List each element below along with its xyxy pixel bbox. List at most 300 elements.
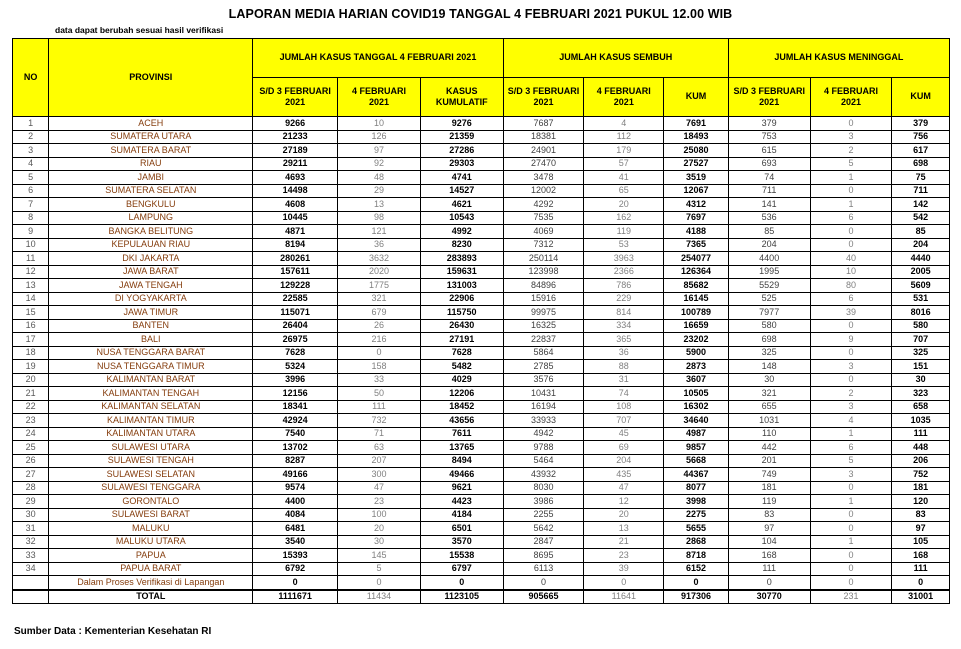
cell-value: 7365	[664, 238, 729, 252]
header-no: NO	[13, 39, 49, 117]
cell-value: 580	[892, 319, 950, 333]
cell-no: 26	[13, 454, 49, 468]
cell-value: 22906	[420, 292, 503, 306]
cell-no: 30	[13, 508, 49, 522]
table-row	[13, 319, 950, 333]
cell-no: 28	[13, 481, 49, 495]
table-body	[13, 117, 950, 604]
cell-value: 4312	[664, 198, 729, 212]
cell-value: 108	[584, 400, 664, 414]
cell-value: 0	[810, 346, 892, 360]
table-row	[13, 508, 950, 522]
cell-value: 16325	[503, 319, 584, 333]
cell-value: 334	[584, 319, 664, 333]
cell-value: 0	[810, 117, 892, 131]
cell-value: 2275	[664, 508, 729, 522]
header-sembuh-harian: 4 FEBRUARI 2021	[584, 78, 664, 117]
cell-value: 204	[728, 238, 810, 252]
cell-value: 698	[728, 333, 810, 347]
cell-no: 14	[13, 292, 49, 306]
cell-value: 525	[728, 292, 810, 306]
cell-value: 75	[892, 171, 950, 185]
cell-value: 13	[338, 198, 421, 212]
cell-value: 41	[584, 171, 664, 185]
cell-value: 85	[892, 225, 950, 239]
cell-value: 5900	[664, 346, 729, 360]
cell-value: 13765	[420, 441, 503, 455]
cell-value: 4987	[664, 427, 729, 441]
cell-value: 40	[810, 252, 892, 266]
cell-no: 13	[13, 279, 49, 293]
cell-value: 4	[584, 117, 664, 131]
cell-value: 204	[892, 238, 950, 252]
cell-value: 26975	[253, 333, 338, 347]
cell-value: 39	[810, 306, 892, 320]
cell-no: 4	[13, 157, 49, 171]
source-note: Sumber Data : Kementerian Kesehatan RI	[14, 626, 212, 637]
cell-value: 0	[420, 576, 503, 590]
cell-value: 111	[728, 562, 810, 576]
cell-value: 20	[584, 508, 664, 522]
cell-value: 7535	[503, 211, 584, 225]
cell-value: 1031	[728, 414, 810, 428]
cell-value: 8718	[664, 549, 729, 563]
cell-value: 21233	[253, 130, 338, 144]
cell-value: 21359	[420, 130, 503, 144]
cell-value: 749	[728, 468, 810, 482]
table-row	[13, 184, 950, 198]
cell-value: 145	[338, 549, 421, 563]
cell-value: 3	[810, 130, 892, 144]
cell-value: 12156	[253, 387, 338, 401]
cell-value: 71	[338, 427, 421, 441]
cell-value: 8494	[420, 454, 503, 468]
table-row	[13, 481, 950, 495]
cell-value: 129228	[253, 279, 338, 293]
cell-no: 32	[13, 535, 49, 549]
cell-no: 3	[13, 144, 49, 158]
table-row	[13, 130, 950, 144]
cell-value: 20	[338, 522, 421, 536]
cell-value: 97	[728, 522, 810, 536]
cell-value: 8695	[503, 549, 584, 563]
cell-value: 2873	[664, 360, 729, 374]
cell-value: 43656	[420, 414, 503, 428]
header-meninggal-harian: 4 FEBRUARI 2021	[810, 78, 892, 117]
cell-value: 2	[810, 387, 892, 401]
cell-value: 25080	[664, 144, 729, 158]
cell-no: 5	[13, 171, 49, 185]
cell-province: PAPUA	[49, 549, 253, 563]
cell-value: 655	[728, 400, 810, 414]
cell-value: 280261	[253, 252, 338, 266]
cell-no: 18	[13, 346, 49, 360]
cell-value: 168	[892, 549, 950, 563]
cell-value: 732	[338, 414, 421, 428]
cell-value: 0	[253, 576, 338, 590]
cell-value: 7687	[503, 117, 584, 131]
cell-province: Dalam Proses Verifikasi di Lapangan	[49, 576, 253, 590]
cell-value: 679	[338, 306, 421, 320]
cell-province: MALUKU	[49, 522, 253, 536]
cell-value: 6481	[253, 522, 338, 536]
cell-value: 0	[810, 225, 892, 239]
cell-value: 141	[728, 198, 810, 212]
cell-value: 5668	[664, 454, 729, 468]
cell-no: 34	[13, 562, 49, 576]
cell-no: 9	[13, 225, 49, 239]
cell-province: SULAWESI BARAT	[49, 508, 253, 522]
cell-value: 814	[584, 306, 664, 320]
cell-value: 0	[810, 319, 892, 333]
cell-value: 18341	[253, 400, 338, 414]
cell-province: SUMATERA BARAT	[49, 144, 253, 158]
cell-province: NUSA TENGGARA TIMUR	[49, 360, 253, 374]
cell-total-value: 1111671	[253, 590, 338, 604]
cell-value: 206	[892, 454, 950, 468]
cell-province: SULAWESI SELATAN	[49, 468, 253, 482]
cell-value: 22585	[253, 292, 338, 306]
cell-total-value: 917306	[664, 590, 729, 604]
cell-value: 74	[728, 171, 810, 185]
cell-value: 10431	[503, 387, 584, 401]
cell-value: 12067	[664, 184, 729, 198]
cell-value: 84896	[503, 279, 584, 293]
cell-value: 45	[584, 427, 664, 441]
cell-province: SULAWESI TENGGARA	[49, 481, 253, 495]
cell-value: 3607	[664, 373, 729, 387]
cell-no: 11	[13, 252, 49, 266]
table-row	[13, 387, 950, 401]
cell-value: 5529	[728, 279, 810, 293]
table-row	[13, 171, 950, 185]
cell-value: 18493	[664, 130, 729, 144]
cell-value: 6501	[420, 522, 503, 536]
header-kasus-kumulatif: KASUS KUMULATIF	[420, 78, 503, 117]
cell-value: 5464	[503, 454, 584, 468]
cell-no: 12	[13, 265, 49, 279]
cell-value: 3519	[664, 171, 729, 185]
cell-value: 151	[892, 360, 950, 374]
cell-value: 21	[584, 535, 664, 549]
cell-value: 121	[338, 225, 421, 239]
cell-value: 229	[584, 292, 664, 306]
cell-value: 707	[892, 333, 950, 347]
cell-value: 4084	[253, 508, 338, 522]
cell-province: SULAWESI TENGAH	[49, 454, 253, 468]
cell-value: 6	[810, 211, 892, 225]
cell-value: 448	[892, 441, 950, 455]
cell-value: 1	[810, 198, 892, 212]
table-row	[13, 306, 950, 320]
cell-value: 162	[584, 211, 664, 225]
cell-value: 4608	[253, 198, 338, 212]
cell-value: 49466	[420, 468, 503, 482]
covid-report-table	[12, 38, 950, 604]
cell-value: 0	[810, 508, 892, 522]
cell-value: 7691	[664, 117, 729, 131]
table-row	[13, 522, 950, 536]
header-sembuh-kum: KUM	[664, 78, 729, 117]
cell-value: 26430	[420, 319, 503, 333]
cell-no: 23	[13, 414, 49, 428]
cell-value: 65	[584, 184, 664, 198]
cell-value: 5609	[892, 279, 950, 293]
cell-value: 4	[810, 414, 892, 428]
cell-value: 711	[728, 184, 810, 198]
cell-value: 9	[810, 333, 892, 347]
cell-value: 0	[810, 238, 892, 252]
cell-no: 6	[13, 184, 49, 198]
cell-value: 1775	[338, 279, 421, 293]
cell-value: 43932	[503, 468, 584, 482]
cell-value: 23	[338, 495, 421, 509]
table-row	[13, 157, 950, 171]
cell-value: 7628	[253, 346, 338, 360]
table-row	[13, 535, 950, 549]
cell-value: 115071	[253, 306, 338, 320]
cell-value: 0	[810, 184, 892, 198]
cell-value: 18452	[420, 400, 503, 414]
table-row	[13, 576, 950, 590]
table-row	[13, 441, 950, 455]
cell-value: 126364	[664, 265, 729, 279]
cell-value: 111	[892, 562, 950, 576]
table-row	[13, 549, 950, 563]
table-row	[13, 373, 950, 387]
cell-province: GORONTALO	[49, 495, 253, 509]
header-meninggal-sd: S/D 3 FEBRUARI 2021	[728, 78, 810, 117]
cell-province: DKI JAKARTA	[49, 252, 253, 266]
cell-province: KALIMANTAN SELATAN	[49, 400, 253, 414]
cell-value: 12002	[503, 184, 584, 198]
cell-value: 111	[338, 400, 421, 414]
cell-no: 19	[13, 360, 49, 374]
cell-value: 9574	[253, 481, 338, 495]
cell-value: 115750	[420, 306, 503, 320]
cell-value: 23202	[664, 333, 729, 347]
cell-no: 15	[13, 306, 49, 320]
cell-value: 3540	[253, 535, 338, 549]
table-row	[13, 225, 950, 239]
cell-value: 786	[584, 279, 664, 293]
cell-value: 6	[810, 292, 892, 306]
cell-province: BANTEN	[49, 319, 253, 333]
cell-value: 2	[810, 144, 892, 158]
cell-value: 617	[892, 144, 950, 158]
cell-no: 7	[13, 198, 49, 212]
cell-province: NUSA TENGGARA BARAT	[49, 346, 253, 360]
cell-value: 13702	[253, 441, 338, 455]
cell-value: 707	[584, 414, 664, 428]
cell-value: 119	[584, 225, 664, 239]
table-header	[13, 39, 950, 117]
cell-value: 4440	[892, 252, 950, 266]
cell-value: 4400	[253, 495, 338, 509]
cell-value: 97	[338, 144, 421, 158]
cell-value: 16194	[503, 400, 584, 414]
cell-value: 7977	[728, 306, 810, 320]
cell-value: 6792	[253, 562, 338, 576]
cell-value: 100789	[664, 306, 729, 320]
cell-value: 15916	[503, 292, 584, 306]
cell-no: 31	[13, 522, 49, 536]
cell-value: 7312	[503, 238, 584, 252]
cell-value: 111	[892, 427, 950, 441]
cell-value: 658	[892, 400, 950, 414]
table-row	[13, 427, 950, 441]
cell-value: 12	[584, 495, 664, 509]
cell-value: 0	[810, 562, 892, 576]
header-provinsi: PROVINSI	[49, 39, 253, 117]
cell-value: 615	[728, 144, 810, 158]
cell-value: 3478	[503, 171, 584, 185]
table-row	[13, 360, 950, 374]
cell-value: 80	[810, 279, 892, 293]
cell-value: 30	[338, 535, 421, 549]
cell-value: 4188	[664, 225, 729, 239]
cell-value: 14498	[253, 184, 338, 198]
cell-value: 6113	[503, 562, 584, 576]
table-row	[13, 333, 950, 347]
cell-value: 2847	[503, 535, 584, 549]
cell-value: 22837	[503, 333, 584, 347]
cell-value: 0	[584, 576, 664, 590]
cell-value: 752	[892, 468, 950, 482]
cell-value: 283893	[420, 252, 503, 266]
cell-value: 5482	[420, 360, 503, 374]
cell-value: 3	[810, 360, 892, 374]
cell-value: 9276	[420, 117, 503, 131]
cell-value: 179	[584, 144, 664, 158]
cell-value: 0	[338, 576, 421, 590]
cell-no: 17	[13, 333, 49, 347]
cell-value: 92	[338, 157, 421, 171]
cell-value: 29	[338, 184, 421, 198]
cell-value: 9266	[253, 117, 338, 131]
cell-province: SUMATERA UTARA	[49, 130, 253, 144]
header-group-sembuh: JUMLAH KASUS SEMBUH	[503, 39, 728, 78]
cell-total-value: 11641	[584, 590, 664, 604]
cell-value: 110	[728, 427, 810, 441]
cell-value: 2785	[503, 360, 584, 374]
cell-value: 0	[728, 576, 810, 590]
cell-value: 27470	[503, 157, 584, 171]
cell-value: 119	[728, 495, 810, 509]
cell-value: 5642	[503, 522, 584, 536]
cell-value: 85682	[664, 279, 729, 293]
cell-value: 16302	[664, 400, 729, 414]
cell-value: 2005	[892, 265, 950, 279]
cell-value: 23	[584, 549, 664, 563]
cell-value: 321	[338, 292, 421, 306]
cell-province: JAMBI	[49, 171, 253, 185]
cell-province: BENGKULU	[49, 198, 253, 212]
cell-value: 47	[338, 481, 421, 495]
cell-value: 7697	[664, 211, 729, 225]
table-row	[13, 238, 950, 252]
table-row	[13, 414, 950, 428]
cell-value: 27527	[664, 157, 729, 171]
cell-value: 158	[338, 360, 421, 374]
cell-no: 10	[13, 238, 49, 252]
cell-value: 168	[728, 549, 810, 563]
cell-value: 300	[338, 468, 421, 482]
cell-value: 36	[338, 238, 421, 252]
cell-value: 44367	[664, 468, 729, 482]
cell-value: 148	[728, 360, 810, 374]
cell-value: 31	[584, 373, 664, 387]
cell-value: 365	[584, 333, 664, 347]
header-kasus-harian: 4 FEBRUARI 2021	[338, 78, 421, 117]
cell-value: 201	[728, 454, 810, 468]
page-title: LAPORAN MEDIA HARIAN COVID19 TANGGAL 4 FEBRUARI 2021 PUKUL 12.00 WIB	[228, 7, 733, 21]
cell-province: ACEH	[49, 117, 253, 131]
cell-value: 4069	[503, 225, 584, 239]
cell-value: 29303	[420, 157, 503, 171]
cell-value: 1995	[728, 265, 810, 279]
table-row	[13, 265, 950, 279]
table-row	[13, 144, 950, 158]
cell-province: SUMATERA SELATAN	[49, 184, 253, 198]
cell-value: 6	[810, 441, 892, 455]
cell-no	[13, 576, 49, 590]
cell-value: 4871	[253, 225, 338, 239]
cell-province: JAWA TIMUR	[49, 306, 253, 320]
cell-value: 4184	[420, 508, 503, 522]
cell-value: 10	[810, 265, 892, 279]
cell-value: 157611	[253, 265, 338, 279]
cell-value: 13	[584, 522, 664, 536]
cell-value: 8077	[664, 481, 729, 495]
cell-total-value: 30770	[728, 590, 810, 604]
table-row	[13, 562, 950, 576]
cell-value: 74	[584, 387, 664, 401]
cell-province: BALI	[49, 333, 253, 347]
cell-value: 10445	[253, 211, 338, 225]
cell-value: 1035	[892, 414, 950, 428]
cell-value: 254077	[664, 252, 729, 266]
cell-value: 34640	[664, 414, 729, 428]
cell-value: 379	[892, 117, 950, 131]
cell-value: 3998	[664, 495, 729, 509]
cell-value: 7540	[253, 427, 338, 441]
cell-province: MALUKU UTARA	[49, 535, 253, 549]
cell-value: 18381	[503, 130, 584, 144]
cell-value: 83	[892, 508, 950, 522]
cell-value: 16659	[664, 319, 729, 333]
cell-value: 3576	[503, 373, 584, 387]
header-kasus-sd: S/D 3 FEBRUARI 2021	[253, 78, 338, 117]
cell-value: 216	[338, 333, 421, 347]
cell-value: 2255	[503, 508, 584, 522]
cell-no: 33	[13, 549, 49, 563]
cell-value: 5	[338, 562, 421, 576]
cell-total-value: 231	[810, 590, 892, 604]
cell-province: KALIMANTAN TIMUR	[49, 414, 253, 428]
cell-value: 26404	[253, 319, 338, 333]
cell-no: 25	[13, 441, 49, 455]
cell-no: 16	[13, 319, 49, 333]
cell-value: 8230	[420, 238, 503, 252]
cell-value: 7628	[420, 346, 503, 360]
cell-value: 181	[728, 481, 810, 495]
cell-value: 98	[338, 211, 421, 225]
cell-value: 16145	[664, 292, 729, 306]
cell-value: 83	[728, 508, 810, 522]
cell-value: 8287	[253, 454, 338, 468]
cell-value: 698	[892, 157, 950, 171]
